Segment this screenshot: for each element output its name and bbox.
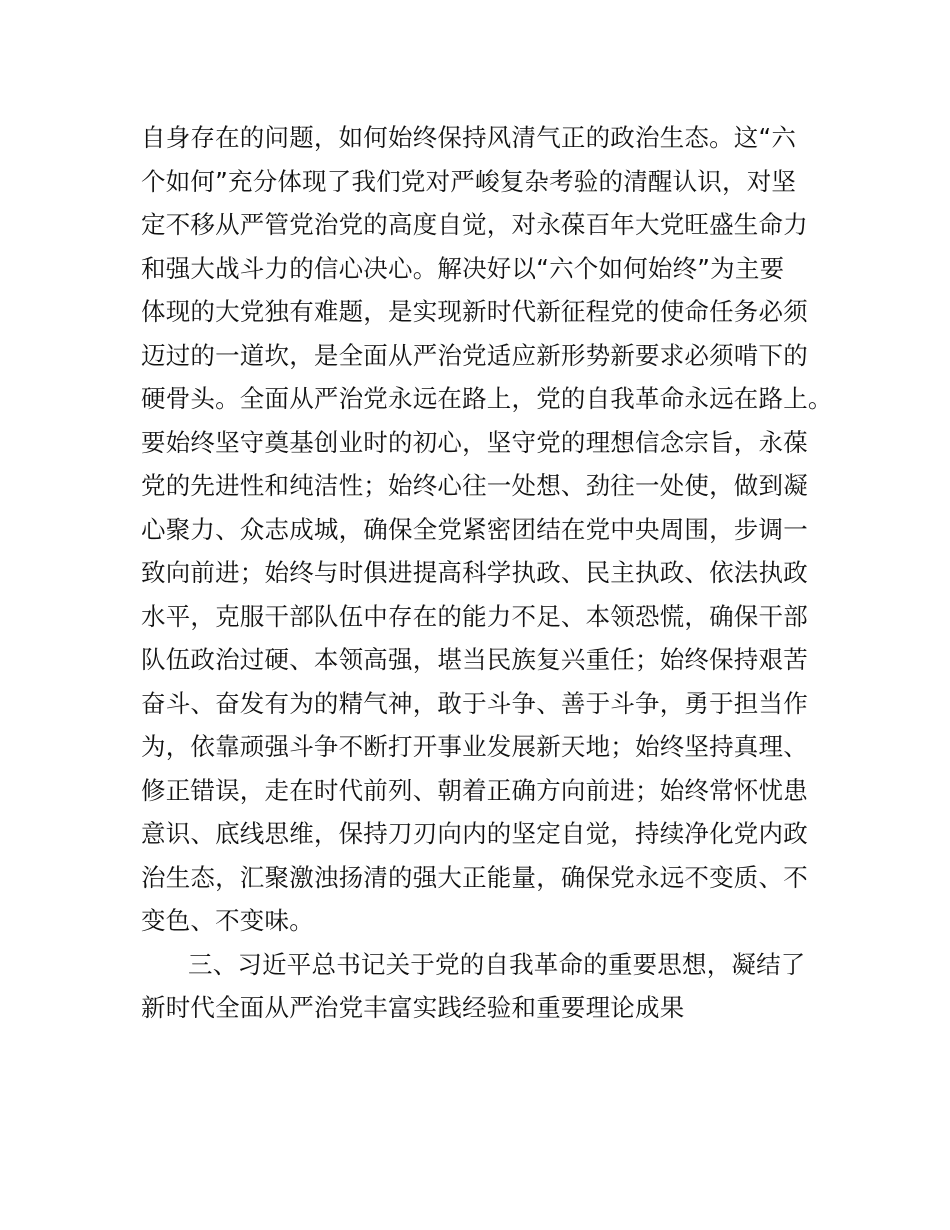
text-line: 水平，克服干部队伍中存在的能力不足、本领恐慌，确保干部: [141, 602, 808, 631]
text-line: 个如何”充分体现了我们党对严峻复杂考验的清醒认识，对坚: [141, 167, 797, 196]
text-line: 为，依靠顽强斗争不断打开事业发展新天地；始终坚持真理、: [141, 732, 808, 761]
text-line: 治生态，汇聚激浊扬清的强大正能量，确保党永远不变质、不: [141, 863, 808, 892]
text-line: 硬骨头。全面从严治党永远在路上，党的自我革命永远在路上。: [141, 384, 833, 413]
text-line: 队伍政治过硬、本领高强，堪当民族复兴重任；始终保持艰苦: [141, 645, 808, 674]
text-line: 变色、不变味。: [141, 906, 314, 935]
text-line: 修正错误，走在时代前列、朝着正确方向前进；始终常怀忧患: [141, 776, 808, 805]
text-line: 要始终坚守奠基创业时的初心，坚守党的理想信念宗旨，永葆: [141, 428, 808, 457]
section-heading-line: 三、习近平总书记关于党的自我革命的重要思想，凝结了: [188, 950, 806, 979]
text-line: 心聚力、众志成城，确保全党紧密团结在党中央周围，步调一: [141, 515, 808, 544]
text-line: 党的先进性和纯洁性；始终心往一处想、劲往一处使，做到凝: [141, 471, 808, 500]
text-line: 自身存在的问题，如何始终保持风清气正的政治生态。这“六: [141, 123, 797, 152]
text-line: 致向前进；始终与时俱进提高科学执政、民主执政、依法执政: [141, 558, 808, 587]
text-line: 迈过的一道坎，是全面从严治党适应新形势新要求必须啃下的: [141, 341, 808, 370]
text-line: 定不移从严管党治党的高度自觉，对永葆百年大党旺盛生命力: [141, 210, 808, 239]
text-line: 意识、底线思维，保持刀刃向内的坚定自觉，持续净化党内政: [141, 819, 808, 848]
text-line: 奋斗、奋发有为的精气神，敢于斗争、善于斗争，勇于担当作: [141, 689, 808, 718]
text-line: 和强大战斗力的信心决心。解决好以“六个如何始终”为主要: [141, 254, 785, 283]
section-heading-line: 新时代全面从严治党丰富实践经验和重要理论成果: [141, 993, 685, 1022]
text-line: 体现的大党独有难题，是实现新时代新征程党的使命任务必须: [141, 297, 808, 326]
